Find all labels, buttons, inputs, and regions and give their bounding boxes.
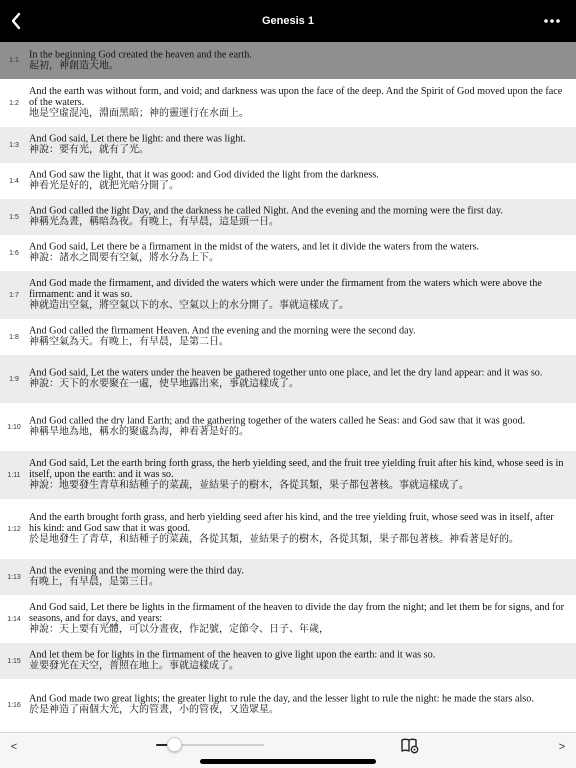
verse-text-chinese: 神看光是好的，就把光暗分開了。 (29, 180, 179, 192)
verse-text-chinese: 神說：要有光，就有了光。 (29, 144, 149, 156)
verse-text-english: And God saw the light, that it was good: and God divided the light from the darkness. (29, 169, 379, 181)
verse-number: 1:8 (9, 333, 19, 341)
previous-chapter-button[interactable]: < (10, 741, 18, 753)
ellipsis-icon (544, 19, 560, 23)
next-chapter-button[interactable]: > (558, 741, 566, 753)
verse-row[interactable] (0, 127, 576, 163)
verse-text-chinese: 神稱旱地為地，稱水的聚處為海，神看著是好的。 (29, 426, 249, 438)
verse-text-chinese: 神稱光為晝，稱暗為夜。有晚上，有早晨，這是頭一日。 (29, 216, 279, 228)
verse-number: 1:7 (9, 291, 19, 299)
verse-text-chinese: 神說：天上要有光體，可以分晝夜，作記號，定節令、日子、年歲， (29, 624, 329, 635)
verse-row[interactable] (0, 42, 576, 79)
verse-number: 1:4 (9, 177, 19, 185)
verse-number: 1:9 (9, 375, 19, 383)
verse-row[interactable] (0, 235, 576, 271)
verse-text-chinese: 於是地發生了青草，和結種子的菜蔬，各從其類，並結果子的樹木，各從其類，果子都包著核。神看著是好的。 (29, 534, 519, 545)
verse-number: 1:14 (7, 615, 21, 623)
verse-row[interactable] (0, 319, 576, 355)
book-settings-icon (400, 737, 420, 754)
verse-text-chinese: 神說：地要發生青草和結種子的菜蔬，並結果子的樹木，各從其類，果子都包著核。事就這樣成了。 (29, 480, 469, 491)
verse-text-chinese: 有晚上，有早晨，是第三日。 (29, 576, 159, 588)
verse-text-english: And God said, Let the earth bring forth grass, the herb yielding seed, and the fruit tree yielding fruit after his kind, whose seed is in itself, upon the earth: and it was so. (29, 458, 564, 480)
verse-text-english: And God made the firmament, and divided the waters which were under the firmament from the waters which were above the firmament: and it was so. (29, 278, 542, 300)
verse-text-english: And God made two great lights; the greater light to rule the day, and the lesser light to rule the night: he made the stars also. (29, 693, 534, 705)
verse-number: 1:10 (7, 423, 21, 431)
verse-number: 1:13 (7, 573, 21, 581)
verse-text-english: And the earth was without form, and void; and darkness was upon the face of the deep. And the Spirit of God moved upon the face of the waters. (29, 86, 563, 108)
slider-thumb[interactable] (167, 737, 182, 752)
verse-number: 1:11 (7, 471, 21, 479)
verse-text-english: In the beginning God created the heaven and the earth. (29, 49, 252, 60)
verse-number: 1:16 (7, 701, 21, 709)
verse-row[interactable] (0, 451, 576, 499)
verse-row[interactable] (0, 163, 576, 199)
verse-text-chinese: 於是神造了兩個大光，大的管晝，小的管夜，又造眾星。 (29, 704, 279, 716)
more-button[interactable] (542, 14, 562, 28)
verse-text-english: And God said, Let the waters under the heaven be gathered together unto one place, and let the dry land appear: and it was so. (29, 367, 543, 379)
verse-row[interactable] (0, 559, 576, 595)
verse-number: 1:2 (9, 99, 19, 107)
book-settings-button[interactable] (400, 737, 420, 754)
home-indicator (200, 759, 376, 764)
page-title: Genesis 1 (262, 15, 314, 27)
verse-row[interactable] (0, 271, 576, 319)
verse-row[interactable] (0, 355, 576, 403)
verse-row[interactable] (0, 499, 576, 559)
verse-row[interactable] (0, 403, 576, 451)
verse-number: 1:12 (7, 525, 21, 533)
verse-text-english: And God said, Let there be a firmament in the midst of the waters, and let it divide the waters from the waters. (29, 241, 480, 253)
verse-text-english: And the earth brought forth grass, and herb yielding seed after his kind, and the tree yielding fruit, whose seed was in itself, after his kind: and God saw that it was good. (29, 512, 554, 534)
verse-text-chinese: 神說：天下的水要聚在一處，使旱地露出來，事就這樣成了。 (29, 378, 299, 390)
verse-number: 1:1 (9, 57, 19, 64)
verse-text-chinese: 神就造出空氣，將空氣以下的水、空氣以上的水分開了。事就這樣成了。 (29, 300, 349, 311)
verse-row[interactable] (0, 79, 576, 127)
verse-number: 1:3 (9, 141, 19, 149)
verse-number: 1:5 (9, 213, 19, 221)
verse-text-chinese: 神稱空氣為天。有晚上，有早晨，是第二日。 (29, 336, 229, 348)
verse-number: 1:15 (7, 657, 21, 665)
top-navigation-bar (0, 0, 576, 42)
verse-text-chinese: 起初，神創造天地。 (29, 60, 119, 71)
verse-row[interactable] (0, 643, 576, 679)
verse-text-english: And God said, Let there be lights in the firmament of the heaven to divide the day from the night; and let them be for signs, and for seasons, and for days, and years: (29, 602, 564, 624)
verse-text-chinese: 地是空虛混沌，淵面黑暗；神的靈運行在水面上。 (29, 108, 249, 119)
verse-row[interactable] (0, 679, 576, 731)
verse-text-chinese: 並要發光在天空，普照在地上。事就這樣成了。 (29, 660, 239, 672)
verse-row[interactable] (0, 595, 576, 643)
verse-text-english: And God called the firmament Heaven. And the evening and the morning were the second day. (29, 325, 416, 337)
verse-number: 1:6 (9, 249, 19, 257)
font-size-slider[interactable] (156, 737, 264, 753)
verse-list[interactable] (0, 42, 576, 732)
verse-text-english: And the evening and the morning were the third day. (29, 565, 244, 577)
verse-text-english: And God said, Let there be light: and there was light. (29, 133, 246, 145)
verse-text-english: And God called the light Day, and the darkness he called Night. And the evening and the morning were the first day. (29, 205, 503, 217)
verse-text-chinese: 神說：諸水之間要有空氣，將水分為上下。 (29, 252, 219, 264)
verse-row[interactable] (0, 199, 576, 235)
verse-text-english: And let them be for lights in the firmament of the heaven to give light upon the earth: and it was so. (29, 649, 436, 661)
verse-text-english: And God called the dry land Earth; and the gathering together of the waters called he Seas: and God saw that it was good. (29, 415, 526, 427)
